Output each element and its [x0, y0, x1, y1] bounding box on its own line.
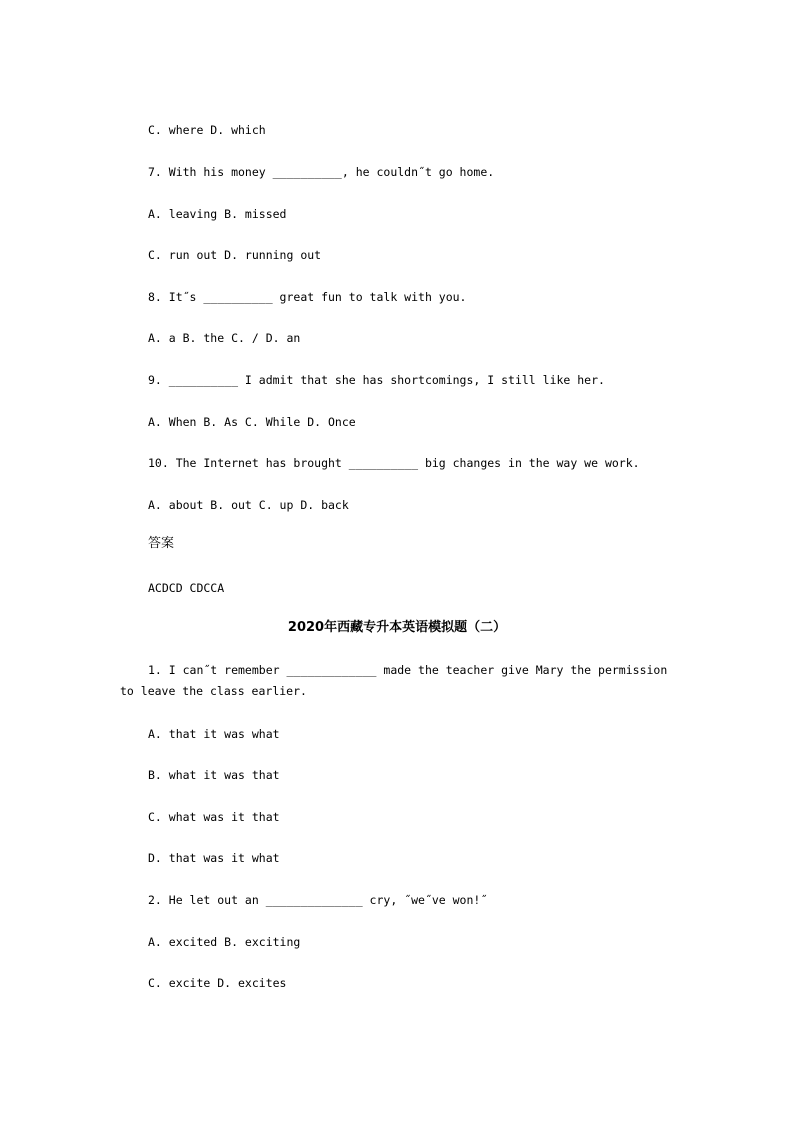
option-line: A. leaving B. missed	[148, 207, 287, 221]
option-line: C. run out D. running out	[148, 248, 322, 262]
question-7: 7. With his money __________, he couldn˝t go home.	[148, 165, 495, 179]
answer-heading: 答案	[148, 536, 175, 551]
option-line: A. When B. As C. While D. Once	[148, 415, 356, 429]
question-10: 10. The Internet has brought __________ big changes in the way we work.	[148, 456, 640, 470]
question-9: 9. __________ I admit that she has shortcomings, I still like her.	[148, 373, 605, 387]
section-title: 2020年西藏专升本英语模拟题（二）	[287, 620, 507, 635]
option-line: A. about B. out C. up D. back	[148, 498, 349, 512]
option-line: C. what was it that	[148, 810, 280, 824]
option-line: C. where D. which	[148, 123, 266, 137]
option-line: A. that it was what	[148, 727, 280, 741]
option-line: A. excited B. exciting	[148, 935, 301, 949]
option-line: C. excite D. excites	[148, 976, 287, 990]
option-line: A. a B. the C. / D. an	[148, 331, 301, 345]
answer-key: ACDCD CDCCA	[148, 581, 225, 595]
question-1: 1. I can˝t remember _____________ made the teacher give Mary the permission to leave the class earlier.	[120, 663, 668, 698]
question-8: 8. It˝s __________ great fun to talk with you.	[148, 290, 467, 304]
option-line: B. what it was that	[148, 768, 280, 782]
question-2: 2. He let out an ______________ cry, ˝we˝ve won!˝	[148, 893, 488, 907]
option-line: D. that was it what	[148, 851, 280, 865]
